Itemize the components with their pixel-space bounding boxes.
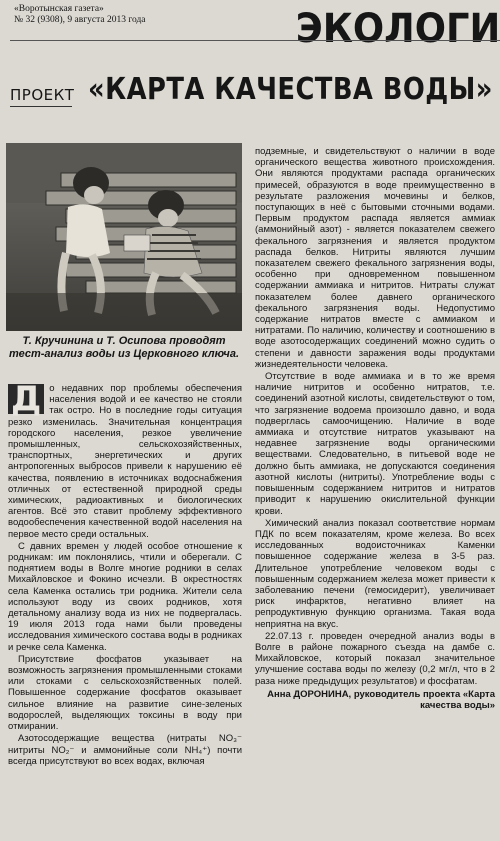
newspaper-masthead	[14, 4, 146, 26]
issue-info: № 32 (9308), 9 августа 2013 года	[14, 15, 146, 25]
paragraph: С давних времен у людей особое отношение к родникам: им поклонялись, чтили и оберегали. С поднятием воды в Волге многие родники в селах Михайловское и Фокино исчезли. В окрестностях села Каменка остались три родника. Жители села используют воду из своих родников, хотя детальному анализу вода из них не подвергалась. 19 июля 2013 года нами были проведены исследования химического состава воды в родниках и речке села Каменка.	[8, 540, 242, 653]
paragraph: Азотосодержащие вещества (нитраты NO₃⁻ нитриты NO₂⁻ и аммонийные соли NH₄⁺) почти всегда присутствуют во всех водах, включая	[8, 733, 242, 767]
article-column-right	[255, 146, 495, 711]
paragraph: Отсутствие в воде аммиака и в то же время наличие нитритов и особенно нитратов, т.е. соединений азотной кислоты, свидетельствуют о том, что загрязнение водоема произошло давно, и вода подверглась самоочищению. Наличие в воде аммиака и отсутствие нитратов указывают на недавнее загрязнение воды органическими веществами. Следовательно, в питьевой воде не должно быть аммиака, не допускаются соединения азотной кислоты (нитриты). Употребление воды с повышенным содержанием нитритов и нитратов приводит к нарушению окислительной функции крови.	[255, 371, 495, 517]
paragraph-text: о недавних пор проблемы обеспечения населения водой и ее качество не стояли так остро. Но в последние годы ситуация резко изменилась. Значительная концентрация городского населения, резкое увеличение промышленных, сельскохозяйственных, транспортных, энергетических и других антропогенных выбросов привели к нарушению её качества, появлению в источниках водоснабжения отличных от естественной природной среды химических, радиоактивных и биологических агентов. Всё это ставит проблему эффективного водообеспечения качественной водой населения на первое место среди остальных.	[8, 383, 242, 540]
rubric-underline	[10, 106, 72, 107]
photo-girls-testing-water	[6, 143, 242, 331]
paragraph: подземные, и свидетельствуют о наличии в воде органического вещества животного происхождения. Они являются продуктами распада органических примесей, образуются в воде преимущественно в результате разложения мочевины и белков, поступающих в неё с бытовыми сточными водами. Первым продуктом распада является аммиак (аммонийный азот) - является показателем свежего фекального загрязнения и является продуктом распада белков. Нитриты являются лучшим показателем свежего фекального загрязнения воды, особенно при одновременном повышенном содержании аммиака и нитритов. Нитраты служат показателем более давнего органического фекального загрязнения воды. Недопустимо содержание нитратов вместе с аммиаком и нитратами. По наличию, количеству и соотношению в воде азотосодержащих соединений можно судить о степени и давности заражения воды продуктами жизнедеятельности человека.	[255, 146, 495, 370]
drop-cap: Д	[8, 384, 44, 414]
newspaper-name: «Воротынская газета»	[14, 4, 104, 14]
paragraph-intro	[8, 379, 242, 540]
section-title: ЭКОЛОГИ	[295, 6, 500, 52]
photo-caption: Т. Кручинина и Т. Осипова проводят тест-анализ воды из Церковного ключа.	[8, 335, 240, 360]
author-signature: Анна ДОРОНИНА, руководитель проекта «Карта качества воды»	[267, 688, 495, 711]
header-divider	[10, 40, 500, 41]
rubric-label: ПРОЕКТ	[10, 86, 75, 104]
paragraph: Химический анализ показал соответствие нормам ПДК по всем показателям, кроме железа. Во всех исследованных водоисточниках Каменки повышенное содержание железа в 3-5 раз. Длительное употребление человеком воды с повышенным содержанием железа может привести к заболеванию печени (гемосидерит), увеличивает риск инфарктов, негативно влияет на репродуктивную функцию организма. Такая вода неприятна на вкус.	[255, 517, 495, 630]
paragraph: 22.07.13 г. проведен очередной анализ воды в Волге в районе пожарного съезда на дамбе с. Михайловское, который показал значительное улучшение состава воды по железу (0,2 мг/л, что в 2 раза ниже предыдущих результатов) и фосфатам.	[255, 630, 495, 687]
article-photo	[6, 143, 242, 331]
article-column-left	[8, 379, 242, 768]
paragraph: Присутствие фосфатов указывает на возможность загрязнения промышленными стоками или стоками с сельскохозяйственных полей. Повышенное содержание фосфатов оказывает сильное влияние на развитие сине-зеленых водорослей, выделяющих токсины в воду при отмирании.	[8, 653, 242, 733]
article-headline: «КАРТА КАЧЕСТВА ВОДЫ»	[88, 72, 493, 107]
